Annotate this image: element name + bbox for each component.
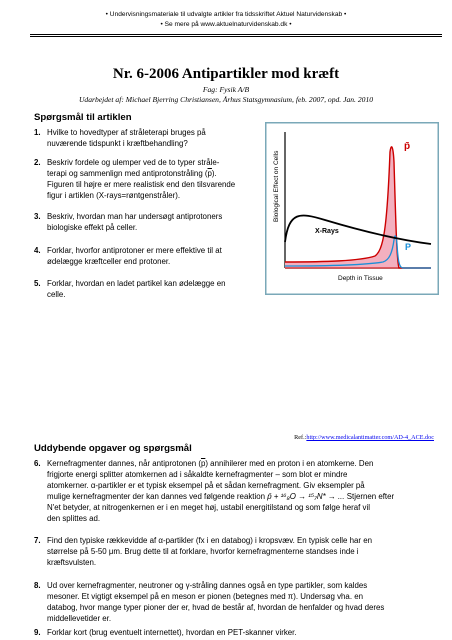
- question-text-line: Forklar, hvorfor antiprotoner er mere effektive til at: [47, 246, 222, 255]
- question-6: [34, 458, 444, 526]
- question-2: [34, 157, 259, 203]
- question-text-line: figur i artiklen (X-rays=røntgenstråler).: [47, 191, 181, 200]
- question-9: [34, 627, 444, 639]
- question-7: [34, 535, 444, 569]
- question-text-line: kræftsvulsten.: [47, 558, 97, 567]
- question-text-line: Forklar kort (brug eventuelt internettet), hvordan en PET-skanner virker.: [47, 628, 297, 637]
- question-text-line: Beskriv fordele og ulemper ved de to typer stråle-: [47, 158, 220, 167]
- xray-series-label: X-Rays: [315, 228, 339, 235]
- question-text-line: størrelse på 5-50 μm. Brug dette til at forklare, hvorfor kernefragmenterne standses inde i: [47, 547, 359, 556]
- question-text-line: ).: [211, 169, 217, 178]
- question-text-line: Find den typiske rækkevidde af α-partikler (fx i en databog) i kropsvæv. En typisk celle har en: [47, 536, 373, 545]
- question-text-line: Beskriv, hvordan man har undersøgt antiprotoners: [47, 212, 223, 221]
- question-number: 6.: [34, 459, 41, 468]
- question-3: [34, 211, 259, 235]
- proton-series-label: P: [405, 242, 412, 252]
- question-1: [34, 127, 259, 151]
- question-number: 7.: [34, 536, 41, 545]
- question-text-line: Stjernen efter: [346, 492, 395, 501]
- question-text-line: biologiske effekt på celler.: [47, 223, 138, 232]
- question-text-line: celle.: [47, 290, 66, 299]
- question-text-line: terapi og sammenlign med antiprotonstråling (: [47, 169, 208, 178]
- question-text-line: N'et betyder, at nitrogenkernen er i en meget høj, ustabil energitilstand og som følge heraf vil: [47, 503, 371, 512]
- header-line-2: • Se mere på www.aktuelnaturvidenskab.dk •: [160, 21, 292, 28]
- y-axis-label: Biological Effect on Cells: [273, 150, 280, 222]
- question-4: [34, 245, 259, 269]
- question-text-line: databog, hvor mange typer pioner der er, hvad de består af, hvordan de henfalder og hvad deres: [47, 603, 385, 612]
- header-rule-top: [30, 34, 442, 35]
- antiproton-symbol: $\overline{p}$: [200, 459, 206, 468]
- reference-link[interactable]: http://www.medicalantimatter.com/AD-4_ACE.doc: [306, 434, 434, 441]
- question-text-line: mesoner. Et vigtigt eksempel på en meson er pionen (betegnes med π). Undersøg vha. en: [47, 592, 363, 601]
- antiproton-series-label: p̄: [404, 141, 411, 152]
- question-number: 2.: [34, 158, 41, 167]
- page-title: Nr. 6-2006 Antipartikler mod kræft: [112, 66, 340, 82]
- question-text-line: Hvilke to hovedtyper af stråleterapi bruges på: [47, 128, 206, 137]
- section-heading-questions: Spørgsmål til artiklen: [34, 112, 132, 123]
- depth-dose-figure: [265, 122, 439, 295]
- reaction-equation: p̄ + ¹⁶₈O → ¹⁵₇N* → ...: [267, 492, 345, 501]
- figure-reference: [236, 434, 434, 441]
- question-text-line: frigjorte energi splitter atomkernen ad i såkaldte kernefragmenter – som blot er mindre: [47, 470, 348, 479]
- page-header: [0, 10, 452, 30]
- question-text-line: Kernefragmenter dannes, når antiprotonen (: [47, 459, 201, 468]
- question-number: 9.: [34, 628, 41, 637]
- question-number: 1.: [34, 128, 41, 137]
- question-text-line: nuværende tidspunkt i kræftbehandling?: [47, 139, 188, 148]
- question-number: 4.: [34, 246, 41, 255]
- question-text-line: Forklar, hvordan en ladet partikel kan ødelægge en: [47, 279, 226, 288]
- question-text-line: mulige kernefragmenter der kan dannes ved følgende reaktion: [47, 492, 265, 501]
- question-text-line: Figuren til højre er mere realistisk end den tilsvarende: [47, 180, 236, 189]
- question-number: 5.: [34, 279, 41, 288]
- figure-frame: [266, 123, 439, 295]
- question-text-line: ) annihilerer med en proton i en atomkerne. Den: [205, 459, 374, 468]
- question-8: [34, 580, 444, 625]
- question-text-line: Ud over kernefragmenter, neutroner og γ-stråling dannes også en type partikler, som kaldes: [47, 581, 368, 590]
- question-number: 3.: [34, 212, 41, 221]
- header-line-1: • Undervisningsmateriale til udvalgte artikler fra tidsskriftet Aktuel Naturvidenskab •: [105, 11, 347, 18]
- author-line: Udarbejdet af: Michael Bjerring Christiansen, Århus Statsgymnasium, feb. 2007, opd. Jan. 2010: [78, 95, 374, 104]
- question-number: 8.: [34, 581, 41, 590]
- reference-prefix: Ref.:: [294, 434, 307, 441]
- question-5: [34, 278, 259, 302]
- header-rule-bottom: [30, 36, 442, 37]
- antiproton-symbol: $\overline{p}$: [207, 169, 212, 178]
- section-heading-extended: Uddybende opgaver og spørgsmål: [34, 443, 192, 454]
- question-text-line: atomkerner. α-partikler er et typisk eksempel på et sådan kernefragment. Giv eksempler på: [47, 481, 365, 490]
- question-text-line: den splittes ad.: [47, 514, 101, 523]
- subject: Fag: Fysik A/B: [202, 85, 250, 94]
- question-text-line: ødelægge kræftceller end protoner.: [47, 257, 171, 266]
- x-axis-label: Depth in Tissue: [338, 275, 383, 282]
- question-text-line: middellevetider er.: [47, 614, 112, 623]
